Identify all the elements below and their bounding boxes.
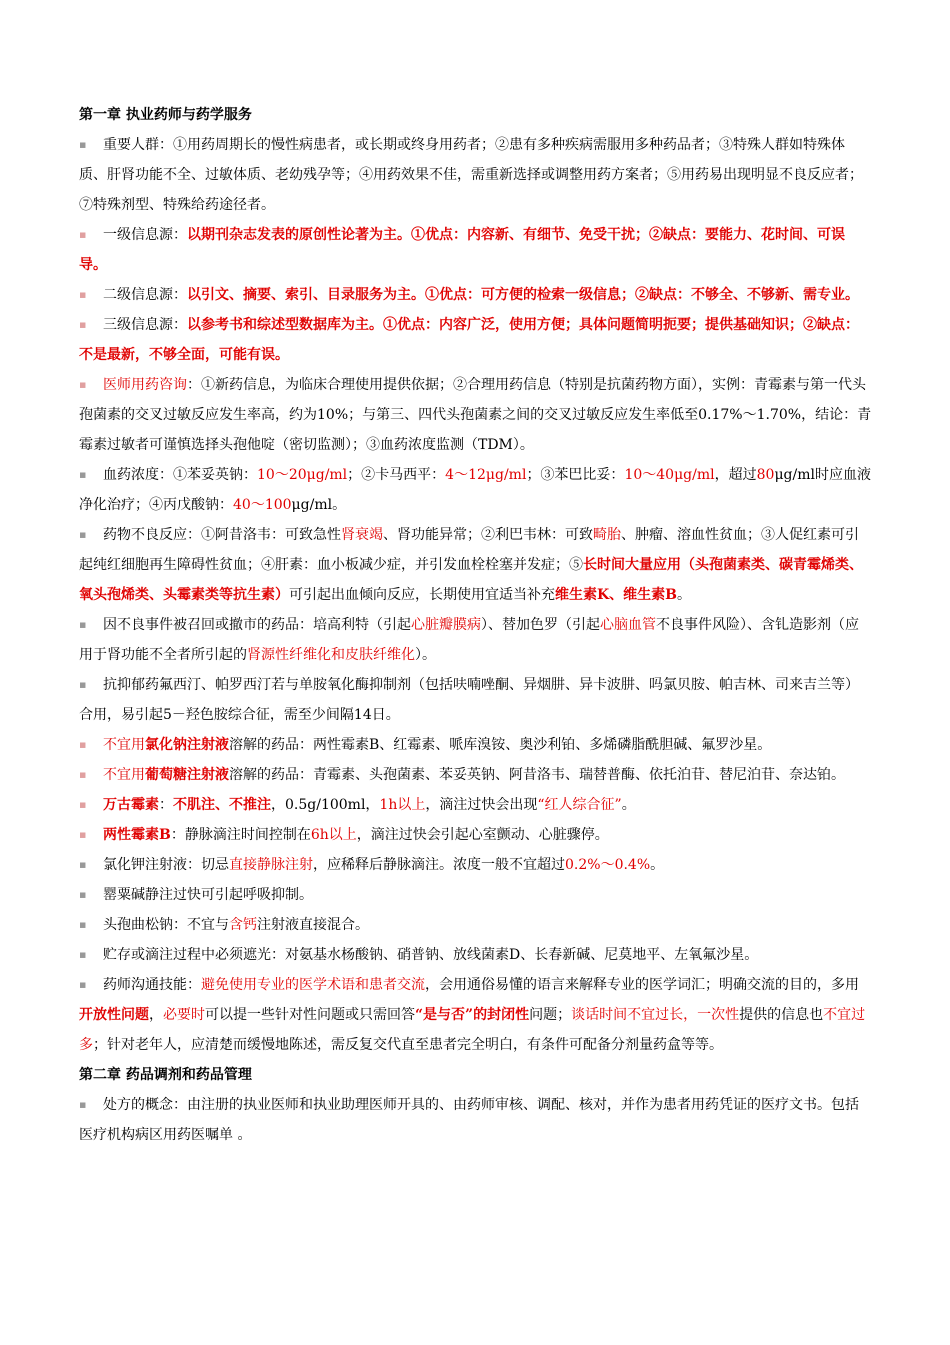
bullet-paragraph [79,370,872,460]
body-text: 、肾功能异常；②利巴韦林：可致 [383,527,593,543]
highlighted-text: 葡萄糖注射液 [145,767,229,783]
highlighted-text: 不宜用 [103,767,145,783]
bullet-paragraph [79,940,872,970]
highlighted-text: 0.2%～0.4% [565,857,651,873]
body-text: ；针对老年人，应清楚而缓慢地陈述，需反复交代直至患者完全明白，有条件可配备分剂量药盒等等。 [93,1037,723,1053]
highlighted-text: 开放性问题 [79,1007,149,1023]
bullet-icon: ▪ [79,528,87,541]
body-text: 注射液直接混合。 [257,917,369,933]
bullet-icon: ▪ [79,318,87,331]
highlighted-text: 以引文、摘要、索引、目录服务为主。①优点：可方便的检索一级信息；②缺点：不够全、不够新、需专业。 [187,287,859,303]
body-text: ，会用通俗易懂的语言来解释专业的医学词汇；明确交流的目的，多用 [425,977,859,993]
highlighted-text: 直接静脉注射 [229,857,313,873]
bullet-icon: ▪ [79,798,87,811]
bullet-icon: ▪ [79,138,87,151]
body-text: 二级信息源： [103,287,187,303]
bullet-paragraph [79,520,872,610]
bullet-icon: ▪ [79,678,87,691]
highlighted-text: 医师用药咨询 [103,377,187,393]
bullet-paragraph [79,130,872,220]
chapter-2-items [79,1090,872,1150]
bullet-paragraph [79,220,872,280]
body-text: 可以提一些针对性问题或只需回答 [205,1007,415,1023]
body-text: 处方的概念：由注册的执业医师和执业助理医师开具的、由药师审核、调配、核对，并作为患者用药凭证的医疗文书。包括医疗机构病区用药医嘱单 。 [79,1097,859,1143]
bullet-paragraph [79,460,872,520]
body-text: 因不良事件被召回或撤市的药品：培高利特（引起 [103,617,411,633]
bullet-paragraph [79,280,872,310]
chapter-1-title: 第一章 执业药师与药学服务 [79,107,252,123]
bullet-paragraph [79,670,872,730]
body-text: 重要人群：①用药周期长的慢性病患者，或长期或终身用药者；②患有多种疾病需服用多种药品者；③特殊人群如特殊体质、肝肾功能不全、过敏体质、老幼残孕等；④用药效果不佳，需重新选择或调整用药方案者；⑤用药易出现明显不良反应者；⑦特殊剂型、特殊给药途径者。 [79,137,863,213]
bullet-paragraph [79,730,872,760]
body-text: 不良事件风险）、含钆造影剂（应用于肾功能不全者所引起的 [79,617,859,663]
bullet-paragraph [79,610,872,670]
bullet-icon: ▪ [79,288,87,301]
body-text: ， [149,1007,163,1023]
document-page [79,100,872,1150]
bullet-paragraph [79,820,872,850]
body-text: μg/ml时应血液净化治疗；④丙戊酸钠： [79,467,871,513]
highlighted-text: 两性霉素B [103,827,171,843]
highlighted-text: 心脏瓣膜病 [411,617,481,633]
bullet-icon: ▪ [79,948,87,961]
body-text: 、肿瘤、溶血性贫血；③人促红素可引起纯红细胞再生障碍性贫血；④肝素：血小板减少症，并引发血栓栓塞并发症；⑤ [79,527,859,573]
bullet-paragraph [79,1090,872,1150]
highlighted-text: 不宜过多 [79,1007,866,1053]
body-text: 一级信息源： [103,227,187,243]
body-text: 氯化钾注射液：切忌 [103,857,229,873]
highlighted-text: 肾源性纤维化和皮肤纤维化 [247,647,415,663]
body-text: ，0.5g/100ml， [271,797,380,813]
highlighted-text: 畸胎 [593,527,621,543]
body-text: 贮存或滴注过程中必须遮光：对氨基水杨酸钠、硝普钠、放线菌素D、长春新碱、尼莫地平、左氧氟沙星。 [103,947,759,963]
bullet-paragraph [79,970,872,1060]
highlighted-text: 10～20μg/ml [257,467,348,483]
highlighted-text: 4～12μg/ml [445,467,527,483]
body-text: ，滴注过快会出现 [425,797,538,813]
bullet-paragraph [79,850,872,880]
body-text: 罂粟碱静注过快可引起呼吸抑制。 [103,887,313,903]
body-text: 头孢曲松钠：不宜与 [103,917,229,933]
chapter-1-items [79,130,872,1060]
body-text: ；③苯巴比妥： [526,467,625,483]
highlighted-text: 以期刊杂志发表的原创性论著为主。①优点：内容新、有细节、免受干扰；②缺点：要能力、花时间、可误导。 [79,227,845,273]
bullet-paragraph [79,310,872,370]
body-text: 药物不良反应：①阿昔洛韦：可致急性 [103,527,341,543]
highlighted-text: 40～100 [233,497,292,513]
highlighted-text: 6h以上 [310,827,357,843]
bullet-icon: ▪ [79,978,87,991]
highlighted-text: “红人综合征” [537,797,622,813]
chapter-2-title: 第二章 药品调剂和药品管理 [79,1067,252,1083]
bullet-icon: ▪ [79,888,87,901]
bullet-icon: ▪ [79,738,87,751]
body-text: 。 [677,587,692,603]
highlighted-text: 维生素K、维生素B [555,587,678,603]
body-text: 三级信息源： [103,317,187,333]
body-text: ： [159,797,173,813]
bullet-paragraph [79,910,872,940]
body-text: 溶解的药品：青霉素、头孢菌素、苯妥英钠、阿昔洛韦、瑞替普酶、依托泊苷、替尼泊苷、奈达铂。 [229,767,845,783]
body-text: μg/ml。 [291,497,347,513]
body-text: 可引起出血倾向反应，长期使用宜适当补充 [289,587,555,603]
highlighted-text: 长时间大量应用（头孢菌素类、碳青霉烯类、氧头孢烯类、头霉素类等抗生素） [79,557,863,603]
bullet-icon: ▪ [79,858,87,871]
highlighted-text: 肾衰竭 [341,527,383,543]
highlighted-text: 必要时 [163,1007,205,1023]
highlighted-text: 氯化钠注射液 [145,737,229,753]
bullet-icon: ▪ [79,228,87,241]
highlighted-text: 80 [756,467,775,483]
highlighted-text: 以参考书和综述型数据库为主。①优点：内容广泛，使用方便；具体问题简明扼要；提供基础知识；②缺点：不是最新，不够全面，可能有误。 [79,317,859,363]
bullet-icon: ▪ [79,1098,87,1111]
highlighted-text: 谈话时间不宜过长，一次性 [571,1007,740,1023]
body-text: 药师沟通技能： [103,977,201,993]
bullet-icon: ▪ [79,468,87,481]
highlighted-text: 心脑血管 [600,617,656,633]
body-text: 血药浓度：①苯妥英钠： [103,467,257,483]
highlighted-text: 10～40μg/ml [624,467,715,483]
body-text: 提供的信息也 [739,1007,824,1023]
highlighted-text: 不肌注、不推注 [173,797,271,813]
bullet-paragraph [79,790,872,820]
bullet-icon: ▪ [79,768,87,781]
body-text: ）。 [415,647,436,663]
body-text: ）、替加色罗（引起 [481,617,600,633]
body-text: ：静脉滴注时间控制在 [170,827,311,843]
body-text: 溶解的药品：两性霉素B、红霉素、哌库溴铵、奥沙利铂、多烯磷脂酰胆碱、氟罗沙星。 [229,737,772,753]
body-text: 。 [621,797,636,813]
highlighted-text: “是与否”的封闭性 [415,1007,530,1023]
body-text: 抗抑郁药氟西汀、帕罗西汀若与单胺氧化酶抑制剂（包括呋喃唑酮、异烟肼、异卡波肼、吗氯贝胺、帕吉林、司来吉兰等）合用，易引起5－羟色胺综合征，需至少间隔14日。 [79,677,859,723]
body-text: 。 [650,857,665,873]
bullet-icon: ▪ [79,828,87,841]
body-text: ，滴注过快会引起心室颤动、心脏骤停。 [356,827,609,843]
bullet-paragraph [79,760,872,790]
body-text: ；②卡马西平： [347,467,446,483]
highlighted-text: 含钙 [229,917,257,933]
body-text: ，应稀释后静脉滴注。浓度一般不宜超过 [313,857,565,873]
body-text: ：①新药信息，为临床合理使用提供依据；②合理用药信息（特别是抗菌药物方面），实例：青霉素与第一代头孢菌素的交叉过敏反应发生率高，约为10%；与第三、四代头孢菌素之间的交叉过敏反应发生率低至0.17%～1.70%，结论：青霉素过敏者可谨慎选择头孢他啶（密切监测）；③血药浓度监测（TDM）。 [79,377,872,453]
body-text: 问题； [529,1007,572,1023]
bullet-icon: ▪ [79,918,87,931]
highlighted-text: 不宜用 [103,737,145,753]
body-text: ，超过 [714,467,757,483]
highlighted-text: 万古霉素 [103,797,159,813]
bullet-icon: ▪ [79,618,87,631]
highlighted-text: 避免使用专业的医学术语和患者交流 [201,977,425,993]
bullet-icon: ▪ [79,378,87,391]
bullet-paragraph [79,880,872,910]
highlighted-text: 1h以上 [379,797,426,813]
